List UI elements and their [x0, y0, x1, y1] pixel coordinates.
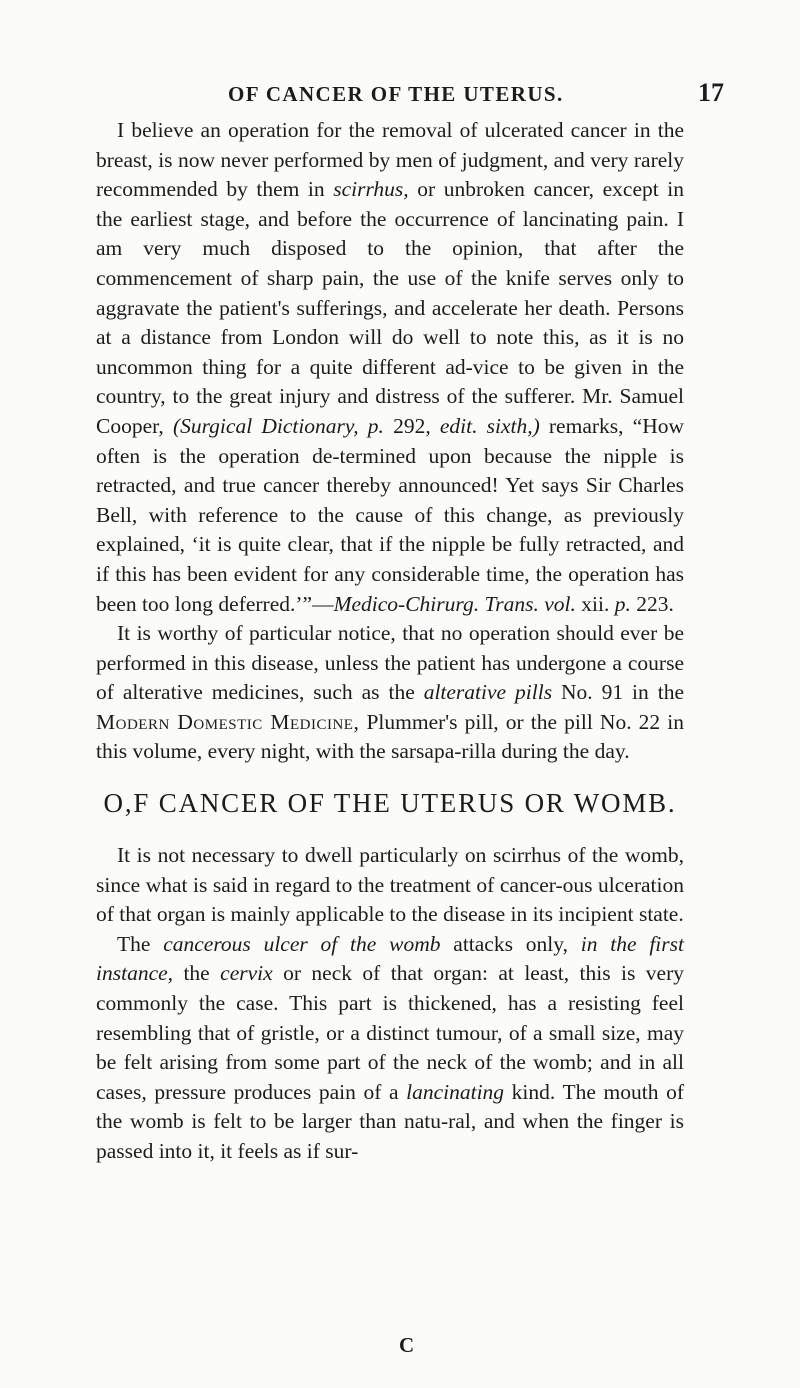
text-run: or unbroken cancer, except in the earliest stage, and before the occurrence of lancinating pain. I am very much disposed to the opinion, that after the commencement of sharp pain, the use of the knife serves only to aggravate the patient's sufferings, and accelerate her death. Persons at a distance from London will do well to note this, as it is no uncommon thing for a quite different ad-vice to be given in the country, to the great injury and distress of the sufferer. Mr. Samuel Cooper,: [96, 177, 684, 438]
italic-run: scirrhus,: [333, 177, 409, 202]
text-run: The: [117, 931, 164, 956]
italic-run: alterative pills: [423, 680, 553, 705]
text-run: xii.: [575, 591, 615, 616]
text-run: remarks, “How often is the operation de-termined upon because the nipple is retracted, and true cancer thereby announced! Yet says Sir Charles Bell, with reference to the cause of this change, as previously explained, ‘it is quite clear, that if the nipple be fully retracted, and if this has been evident for any considerable time, the operation has been too long deferred.’”—: [96, 413, 685, 616]
paragraph-cancerous-ulcer: [96, 930, 684, 1167]
text-body: [96, 116, 684, 1167]
italic-run: (Surgical Dictionary, p.: [172, 413, 384, 438]
paragraph-alterative-medicines: [96, 619, 684, 767]
page-number: 17: [698, 78, 724, 107]
text-run: It is not necessary to dwell particularly on scirrhus of the womb, since what is said in regard to the treatment of cancer-ous ulceration of that organ is mainly applicable to the disease in its incipient state.: [96, 843, 684, 927]
text-run: Plummer's pill, or the pill No. 22 in this volume, every night, with the sarsapa-rilla during the day.: [96, 709, 685, 764]
italic-run: edit. sixth,): [439, 413, 540, 438]
italic-run: cancerous ulcer of the womb: [163, 931, 441, 956]
text-run: It is worthy of particular notice, that no operation should ever be performed in this disease, unless the patient has undergone a course of alterative medicines, such as the: [96, 621, 684, 705]
running-head: [0, 78, 800, 108]
text-run: the: [173, 961, 221, 986]
paragraph-scirrhus-womb: [96, 841, 684, 930]
italic-run: cervix: [220, 961, 273, 986]
text-run: kind. The mouth of the womb is felt to be larger than natu-ral, and when the finger is passed into it, it feels as if sur-: [96, 1079, 684, 1163]
section-heading: O,F CANCER OF THE UTERUS OR WOMB.: [103, 788, 677, 819]
running-head-title: OF CANCER OF THE UTERUS.: [228, 82, 564, 106]
small-caps-run: Modern Domestic Medicine,: [96, 709, 360, 734]
italic-run: in the first instance,: [96, 931, 684, 986]
text-run: No. 91 in the: [552, 680, 684, 705]
italic-run: p.: [614, 591, 631, 616]
signature-mark: C: [399, 1333, 415, 1357]
paragraph-breast-operation: [96, 116, 684, 619]
text-run: attacks only,: [440, 931, 581, 956]
text-run: 292,: [383, 413, 440, 438]
text-run: I believe an operation for the removal of ulcerated cancer in the breast, is now never performed by men of judgment, and very rarely recommended by them in: [96, 118, 684, 202]
text-run: or neck of that organ: at least, this is very commonly the case. This part is thickened, has a resisting feel resembling that of gristle, or a distinct tumour, of a small size, may be felt arising from some part of the neck of the womb; and in all cases, pressure produces pain of a: [96, 961, 684, 1104]
italic-run: Medico-Chirurg. Trans. vol.: [333, 591, 576, 616]
text-run: 223.: [630, 591, 674, 616]
italic-run: lancinating: [406, 1079, 505, 1104]
